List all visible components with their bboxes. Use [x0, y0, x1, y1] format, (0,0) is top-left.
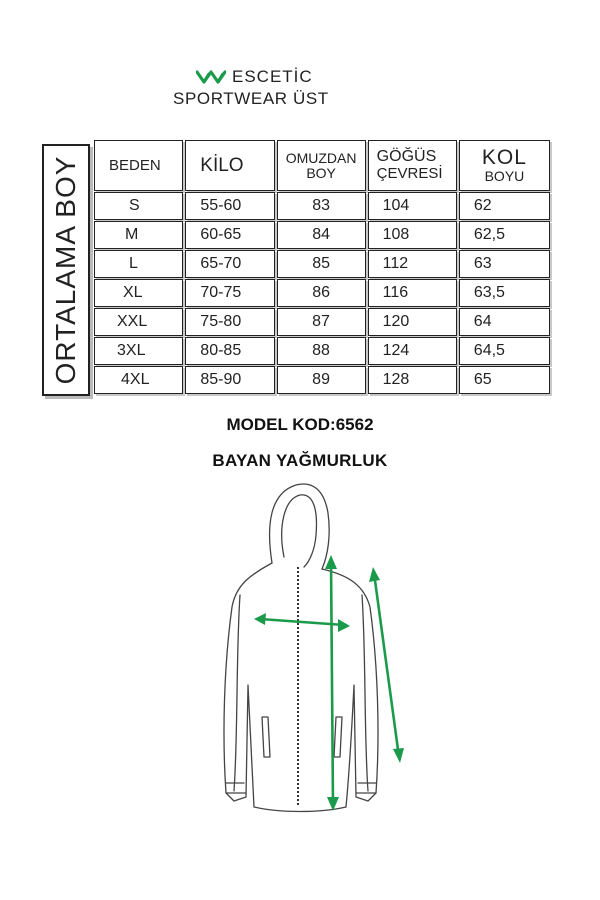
header-kilo-text: KİLO	[200, 154, 244, 176]
size-chart-table	[42, 140, 554, 400]
cell-beden: M	[94, 221, 183, 249]
table-row	[94, 221, 552, 250]
right-pocket	[334, 717, 342, 757]
cell-kilo: 70-75	[185, 279, 274, 307]
cell-gogus-cevresi: 124	[368, 337, 457, 365]
cell-gogus-cevresi: 128	[368, 366, 457, 394]
cell-gogus-cevresi: 108	[368, 221, 457, 249]
table-row	[94, 366, 552, 395]
cell-beden: 3XL	[94, 337, 183, 365]
cell-kol-boyu: 62,5	[459, 221, 550, 249]
raincoat-illustration	[200, 475, 420, 835]
brand-subtitle: SPORTWEAR ÜST	[173, 89, 329, 108]
cell-kol-boyu: 63	[459, 250, 550, 278]
cell-omuzdan-boy: 87	[277, 308, 366, 336]
cell-gogus-cevresi: 104	[368, 192, 457, 220]
cell-gogus-cevresi: 116	[368, 279, 457, 307]
right-sleeve-inner	[362, 595, 368, 791]
cell-kilo: 60-65	[185, 221, 274, 249]
header-omuzdan-line1: OMUZDAN	[285, 149, 357, 166]
table-row	[94, 192, 552, 221]
header-kilo	[185, 140, 274, 191]
cell-kilo: 75-80	[185, 308, 274, 336]
cell-omuzdan-boy: 85	[277, 250, 366, 278]
cell-kol-boyu: 64,5	[459, 337, 550, 365]
table-row	[94, 308, 552, 337]
cell-kilo: 85-90	[185, 366, 274, 394]
table-row	[94, 279, 552, 308]
left-sleeve-inner	[234, 595, 240, 791]
cell-omuzdan-boy: 88	[277, 337, 366, 365]
brand-logo-icon	[196, 69, 226, 85]
cell-kilo: 65-70	[185, 250, 274, 278]
cell-omuzdan-boy: 86	[277, 279, 366, 307]
cell-kol-boyu: 62	[459, 192, 550, 220]
hood-inner	[282, 495, 317, 567]
cell-kilo: 80-85	[185, 337, 274, 365]
sleeve-length-arrow	[369, 567, 404, 763]
body-left-outline	[224, 563, 346, 812]
left-cuff	[226, 783, 246, 793]
brand-line	[196, 65, 313, 89]
size-rows	[94, 192, 552, 395]
side-label-box	[42, 144, 90, 396]
header-gogus-cevresi	[368, 140, 457, 191]
header-omuzdan-boy	[277, 140, 366, 191]
brand-name: ESCETİC	[232, 67, 313, 86]
cell-beden: XXL	[94, 308, 183, 336]
header-beden-text: BEDEN	[109, 156, 161, 174]
hood-outline	[270, 484, 330, 569]
cell-gogus-cevresi: 112	[368, 250, 457, 278]
side-label-text: ORTALAMA BOY	[50, 155, 81, 385]
cell-kol-boyu: 64	[459, 308, 550, 336]
cell-gogus-cevresi: 120	[368, 308, 457, 336]
cell-omuzdan-boy: 83	[277, 192, 366, 220]
cell-omuzdan-boy: 84	[277, 221, 366, 249]
table-row	[94, 250, 552, 279]
cell-beden: L	[94, 250, 183, 278]
header-beden	[94, 140, 183, 191]
cell-beden: S	[94, 192, 183, 220]
cell-kol-boyu: 65	[459, 366, 550, 394]
left-pocket	[262, 717, 270, 757]
cell-kol-boyu: 63,5	[459, 279, 550, 307]
body-length-arrow	[325, 555, 339, 811]
size-grid	[94, 140, 552, 395]
header-kol-boyu	[459, 140, 550, 191]
header-omuzdan-line2: BOY	[306, 164, 336, 181]
product-name: BAYAN YAĞMURLUK	[212, 451, 388, 470]
cell-beden: 4XL	[94, 366, 183, 394]
right-cuff	[356, 783, 376, 793]
header-gogus-line2: ÇEVRESİ	[376, 165, 443, 183]
cell-omuzdan-boy: 89	[277, 366, 366, 394]
header-gogus-line1: GÖĞÜS	[376, 148, 437, 166]
header-kol-line1: KOL	[481, 146, 527, 170]
cell-kilo: 55-60	[185, 192, 274, 220]
model-code: MODEL KOD:6562	[226, 415, 374, 434]
brand-header	[0, 55, 600, 115]
header-row	[94, 140, 552, 192]
table-row	[94, 337, 552, 366]
cell-beden: XL	[94, 279, 183, 307]
chest-width-arrow	[254, 613, 350, 632]
header-kol-line2: BOYU	[484, 168, 525, 185]
